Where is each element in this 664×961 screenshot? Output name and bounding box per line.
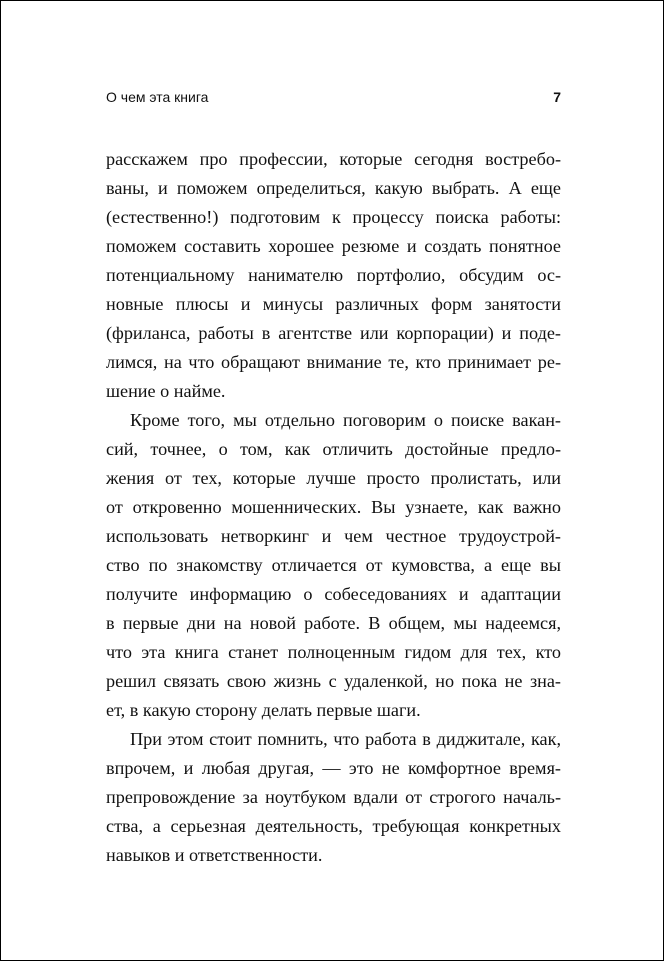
running-header — [106, 89, 561, 111]
text-line: впрочем, и любая другая, — это не комфортное время- — [106, 758, 561, 778]
section-title: О чем эта книга — [106, 89, 209, 105]
text-line: новные плюсы и минусы различных форм занятости — [106, 294, 561, 314]
text-line: получите информацию о собеседованиях и адаптации — [106, 584, 561, 604]
text-line: жения от тех, которые лучше просто пролистать, или — [106, 468, 561, 488]
text-line: от откровенно мошеннических. Вы узнаете, как важно — [106, 497, 561, 517]
text-line: Кроме того, мы отдельно поговорим о поиске вакан- — [130, 410, 561, 430]
page-number: 7 — [553, 89, 561, 105]
text-line: При этом стоит помнить, что работа в диджитале, как, — [130, 729, 561, 749]
paragraph-2 — [106, 406, 561, 725]
text-line: сий, точнее, о том, как отличить достойные предло- — [106, 439, 561, 459]
text-line: шение о найме. — [106, 381, 226, 401]
text-line: ваны, и поможем определиться, какую выбрать. А еще — [106, 178, 561, 198]
text-line: (естественно!) подготовим к процессу поиска работы: — [106, 207, 561, 227]
text-line: (фриланса, работы в агентстве или корпорации) и поде- — [106, 323, 561, 343]
paragraph-1 — [106, 145, 561, 406]
text-line: лимся, на что обращают внимание те, кто принимает ре- — [106, 352, 561, 372]
body-text — [106, 145, 561, 870]
text-line: ство по знакомству отличается от кумовства, а еще вы — [106, 555, 561, 575]
text-line: расскажем про профессии, которые сегодня востребо- — [106, 149, 561, 169]
text-line: ства, а серьезная деятельность, требующая конкретных — [106, 816, 561, 836]
text-line: препровождение за ноутбуком вдали от строгого началь- — [106, 787, 561, 807]
text-line: потенциальному нанимателю портфолио, обсудим ос- — [106, 265, 561, 285]
text-line: ет, в какую сторону делать первые шаги. — [106, 700, 421, 720]
text-line: навыков и ответственности. — [106, 845, 323, 865]
text-line: использовать нетворкинг и чем честное трудоустрой- — [106, 526, 561, 546]
text-line: решил связать свою жизнь с удаленкой, но пока не зна- — [106, 671, 561, 691]
text-line: в первые дни на новой работе. В общем, мы надеемся, — [106, 613, 561, 633]
text-line: что эта книга станет полноценным гидом для тех, кто — [106, 642, 561, 662]
text-line: поможем составить хорошее резюме и создать понятное — [106, 236, 561, 256]
paragraph-3 — [106, 725, 561, 870]
